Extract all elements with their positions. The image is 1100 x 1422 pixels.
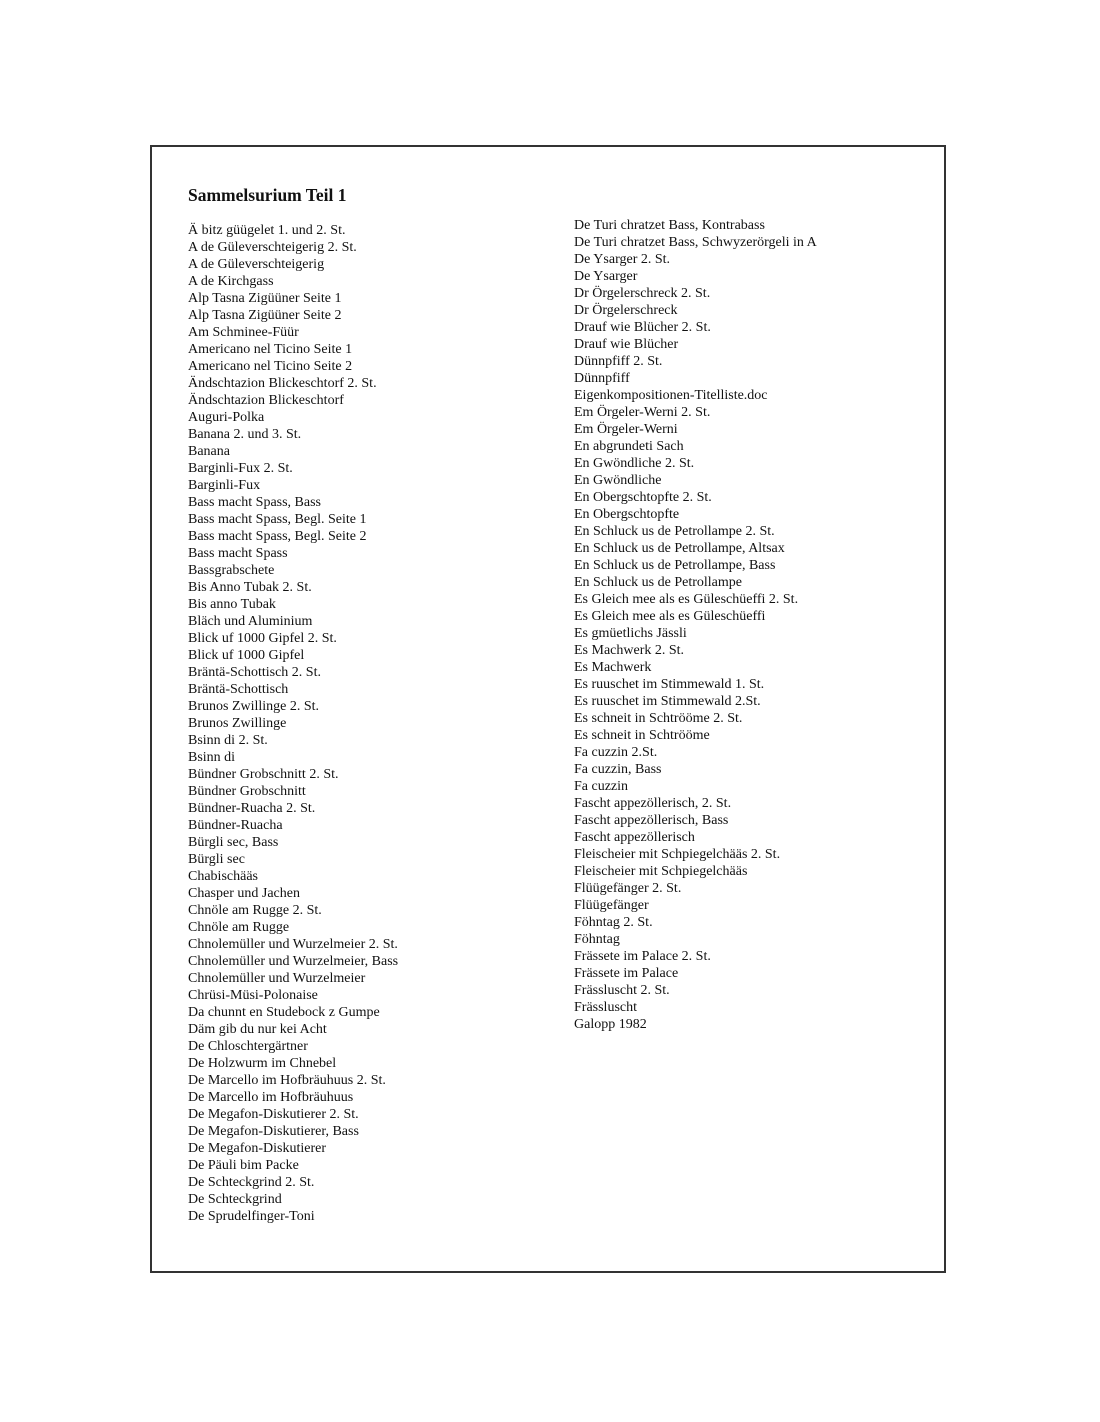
list-item: Es schneit in Schtrööme 2. St. xyxy=(574,711,743,726)
list-item: Bündner Grobschnitt xyxy=(188,784,306,799)
list-item: Auguri-Polka xyxy=(188,410,265,425)
list-item: De Päuli bim Packe xyxy=(188,1158,299,1173)
list-item: Bsinn di xyxy=(188,750,236,765)
list-item: Fa cuzzin 2.St. xyxy=(574,745,658,760)
list-item: Dr Örgelerschreck xyxy=(574,303,678,318)
list-item: Es Gleich mee als es Güleschüeffi 2. St. xyxy=(574,592,799,607)
list-item: Bürgli sec, Bass xyxy=(188,835,279,850)
list-item: Fascht appezöllerisch, 2. St. xyxy=(574,796,732,811)
list-item: En Schluck us de Petrollampe xyxy=(574,575,742,590)
list-item: De Sprudelfinger-Toni xyxy=(188,1209,315,1224)
list-item: Frässluscht xyxy=(574,1000,637,1015)
list-item: Däm gib du nur kei Acht xyxy=(188,1022,327,1037)
title-list-left-column xyxy=(188,222,398,1225)
list-item: Chnolemüller und Wurzelmeier 2. St. xyxy=(188,937,398,952)
list-item: Dr Örgelerschreck 2. St. xyxy=(574,286,711,301)
list-item: Blick uf 1000 Gipfel 2. St. xyxy=(188,631,337,646)
list-item: Da chunnt en Studebock z Gumpe xyxy=(188,1005,380,1020)
list-item: De Megafon-Diskutierer 2. St. xyxy=(188,1107,359,1122)
list-item: Frässluscht 2. St. xyxy=(574,983,670,998)
list-item: Alp Tasna Zigüüner Seite 1 xyxy=(188,291,342,306)
list-item: Fa cuzzin, Bass xyxy=(574,762,662,777)
list-item: Eigenkompositionen-Titelliste.doc xyxy=(574,388,768,403)
list-item: Bass macht Spass, Begl. Seite 1 xyxy=(188,512,367,527)
list-item: Ändschtazion Blickeschtorf xyxy=(188,393,344,408)
list-item: A de Güleverschteigerig 2. St. xyxy=(188,240,357,255)
list-item: Barginli-Fux 2. St. xyxy=(188,461,293,476)
list-item: Bräntä-Schottisch 2. St. xyxy=(188,665,321,680)
list-item: Bass macht Spass, Begl. Seite 2 xyxy=(188,529,367,544)
list-item: Brunos Zwillinge xyxy=(188,716,287,731)
list-item: En Gwöndliche xyxy=(574,473,662,488)
list-item: Brunos Zwillinge 2. St. xyxy=(188,699,320,714)
list-item: Chnöle am Rugge xyxy=(188,920,290,935)
list-item: Ä bitz güügelet 1. und 2. St. xyxy=(188,223,346,238)
list-item: Chnöle am Rugge 2. St. xyxy=(188,903,322,918)
list-item: Fascht appezöllerisch xyxy=(574,830,695,845)
list-item: Flüügefänger 2. St. xyxy=(574,881,682,896)
list-item: Es Machwerk xyxy=(574,660,652,675)
list-item: Bass macht Spass, Bass xyxy=(188,495,321,510)
list-item: Dünnpfiff xyxy=(574,371,630,386)
list-item: Drauf wie Blücher 2. St. xyxy=(574,320,711,335)
list-item: Chrüsi-Müsi-Polonaise xyxy=(188,988,318,1003)
list-item: Es Gleich mee als es Güleschüeffi xyxy=(574,609,766,624)
list-item: Bis Anno Tubak 2. St. xyxy=(188,580,312,595)
list-item: De Schteckgrind xyxy=(188,1192,282,1207)
list-item: Americano nel Ticino Seite 1 xyxy=(188,342,353,357)
document-title: Sammelsurium Teil 1 xyxy=(188,185,347,205)
list-item: Bürgli sec xyxy=(188,852,245,867)
list-item: Bündner-Ruacha 2. St. xyxy=(188,801,316,816)
list-item: Am Schminee-Füür xyxy=(188,325,299,340)
list-item: Frässete im Palace xyxy=(574,966,679,981)
list-item: De Megafon-Diskutierer, Bass xyxy=(188,1124,359,1139)
list-item: Bündner-Ruacha xyxy=(188,818,283,833)
list-item: Fa cuzzin xyxy=(574,779,629,794)
list-item: Blick uf 1000 Gipfel xyxy=(188,648,305,663)
list-item: En Obergschtopfte xyxy=(574,507,680,522)
list-item: En Schluck us de Petrollampe, Altsax xyxy=(574,541,785,556)
list-item: Drauf wie Blücher xyxy=(574,337,679,352)
list-item: Es Machwerk 2. St. xyxy=(574,643,685,658)
list-item: De Ysarger xyxy=(574,269,638,284)
list-item: En Schluck us de Petrollampe, Bass xyxy=(574,558,776,573)
list-item: Americano nel Ticino Seite 2 xyxy=(188,359,353,374)
list-item: Fleischeier mit Schpiegelchääs 2. St. xyxy=(574,847,781,862)
list-item: De Chloschtergärtner xyxy=(188,1039,308,1054)
list-item: Frässete im Palace 2. St. xyxy=(574,949,711,964)
title-list-right-column xyxy=(574,217,817,1033)
list-item: Chnolemüller und Wurzelmeier, Bass xyxy=(188,954,399,969)
list-item: De Marcello im Hofbräuhuus xyxy=(188,1090,354,1105)
list-item: Fascht appezöllerisch, Bass xyxy=(574,813,729,828)
list-item: Em Örgeler-Werni xyxy=(574,422,678,437)
list-item: Es ruuschet im Stimmewald 1. St. xyxy=(574,677,765,692)
list-item: De Turi chratzet Bass, Kontrabass xyxy=(574,218,765,233)
list-item: Dünnpfiff 2. St. xyxy=(574,354,663,369)
list-item: Barginli-Fux xyxy=(188,478,261,493)
list-item: Es gmüetlichs Jässli xyxy=(574,626,687,641)
list-item: En Schluck us de Petrollampe 2. St. xyxy=(574,524,775,539)
list-item: Banana 2. und 3. St. xyxy=(188,427,302,442)
list-item: De Marcello im Hofbräuhuus 2. St. xyxy=(188,1073,386,1088)
list-item: Chasper und Jachen xyxy=(188,886,300,901)
list-item: Bis anno Tubak xyxy=(188,597,276,612)
list-item: De Schteckgrind 2. St. xyxy=(188,1175,315,1190)
list-item: De Turi chratzet Bass, Schwyzerörgeli in A xyxy=(574,235,817,250)
list-item: Es ruuschet im Stimmewald 2.St. xyxy=(574,694,761,709)
list-item: En Gwöndliche 2. St. xyxy=(574,456,695,471)
list-item: Bass macht Spass xyxy=(188,546,288,561)
list-item: Bläch und Aluminium xyxy=(188,614,313,629)
list-item: Chabischääs xyxy=(188,869,258,884)
list-item: Chnolemüller und Wurzelmeier xyxy=(188,971,366,986)
list-item: De Holzwurm im Chnebel xyxy=(188,1056,337,1071)
list-item: De Ysarger 2. St. xyxy=(574,252,671,267)
list-item: Es schneit in Schtrööme xyxy=(574,728,710,743)
list-item: Föhntag 2. St. xyxy=(574,915,653,930)
list-item: Fleischeier mit Schpiegelchääs xyxy=(574,864,748,879)
list-item: Bsinn di 2. St. xyxy=(188,733,268,748)
list-item: De Megafon-Diskutierer xyxy=(188,1141,327,1156)
list-item: Banana xyxy=(188,444,230,459)
list-item: Galopp 1982 xyxy=(574,1017,647,1032)
list-item: Bassgrabschete xyxy=(188,563,275,578)
list-item: En abgrundeti Sach xyxy=(574,439,684,454)
list-item: Em Örgeler-Werni 2. St. xyxy=(574,405,711,420)
list-item: En Obergschtopfte 2. St. xyxy=(574,490,712,505)
list-item: Flüügefänger xyxy=(574,898,649,913)
list-item: Bräntä-Schottisch xyxy=(188,682,289,697)
list-item: Föhntag xyxy=(574,932,620,947)
list-item: Bündner Grobschnitt 2. St. xyxy=(188,767,339,782)
list-item: A de Güleverschteigerig xyxy=(188,257,325,272)
list-item: A de Kirchgass xyxy=(188,274,274,289)
list-item: Ändschtazion Blickeschtorf 2. St. xyxy=(188,376,377,391)
list-item: Alp Tasna Zigüüner Seite 2 xyxy=(188,308,342,323)
